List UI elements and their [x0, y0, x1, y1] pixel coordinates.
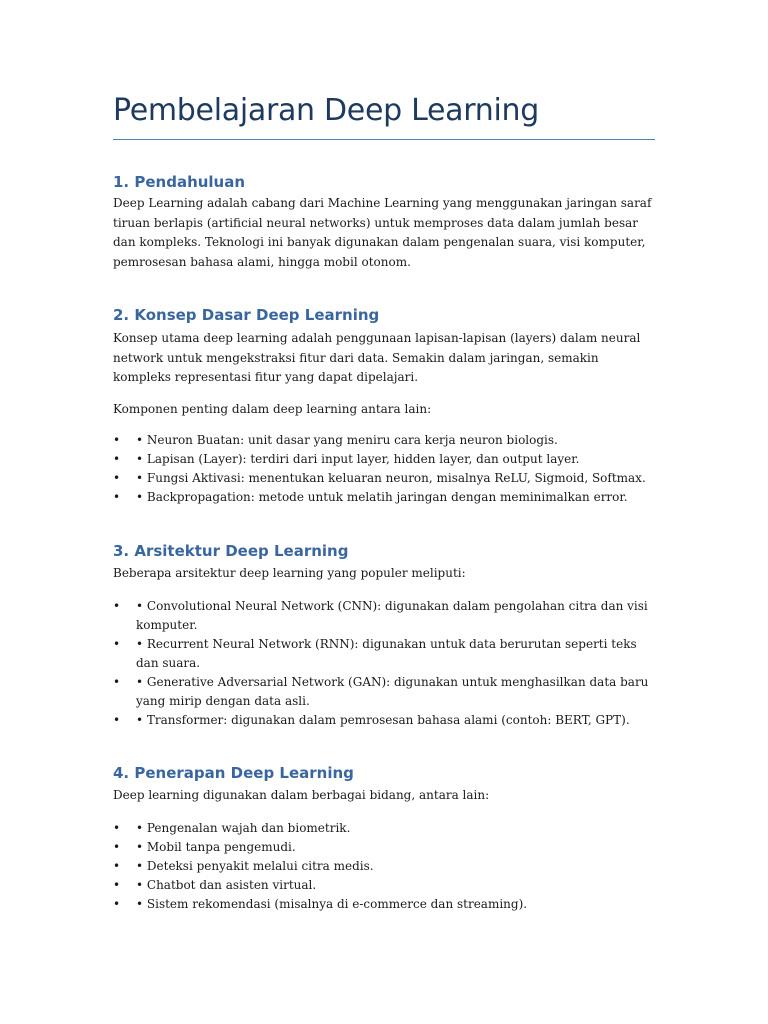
section-paragraph: Deep learning digunakan dalam berbagai bidang, antara lain:	[113, 788, 490, 802]
list-item	[113, 857, 655, 876]
bullet-icon: •	[113, 896, 121, 911]
section-pendahuluan	[113, 172, 655, 272]
list-item-text: • Sistem rekomendasi (misalnya di e-commerce dan streaming).	[136, 896, 528, 911]
list-item-text: • Fungsi Aktivasi: menentukan keluaran neuron, misalnya ReLU, Sigmoid, Softmax.	[136, 471, 646, 485]
bullet-list	[113, 597, 655, 730]
bullet-icon: •	[113, 858, 121, 873]
list-item	[113, 635, 655, 673]
list-item	[113, 469, 655, 488]
section-paragraph: Beberapa arsitektur deep learning yang populer meliputi:	[113, 566, 466, 580]
list-item	[113, 895, 655, 914]
bullet-icon: •	[113, 636, 121, 651]
bullet-icon: •	[113, 820, 121, 835]
list-item-text: • Convolutional Neural Network (CNN): digunakan dalam pengolahan citra dan visi komputer.	[136, 598, 648, 632]
list-item-text: • Backpropagation: metode untuk melatih jaringan dengan meminimalkan error.	[136, 490, 628, 504]
list-item	[113, 876, 655, 895]
section-arsitektur	[113, 541, 655, 730]
list-item	[113, 488, 655, 507]
title-divider	[113, 139, 655, 140]
bullet-icon: •	[113, 490, 121, 504]
bullet-list	[113, 819, 655, 914]
bullet-icon: •	[113, 674, 121, 689]
bullet-icon: •	[113, 839, 121, 854]
list-item-text: • Neuron Buatan: unit dasar yang meniru cara kerja neuron biologis.	[136, 433, 558, 447]
list-item-text: • Pengenalan wajah dan biometrik.	[136, 820, 351, 835]
bullet-icon: •	[113, 452, 121, 466]
section-heading: 2. Konsep Dasar Deep Learning	[113, 306, 380, 324]
list-item	[113, 431, 655, 450]
list-item	[113, 450, 655, 469]
section-paragraph: Konsep utama deep learning adalah penggunaan lapisan-lapisan (layers) dalam neural network untuk mengekstraksi fitur dari data. Semakin dalam jaringan, semakin kompleks representasi fitur yang dapat dipelajari.	[113, 331, 641, 384]
list-item	[113, 711, 655, 730]
bullet-icon: •	[113, 433, 121, 447]
list-item-text: • Transformer: digunakan dalam pemrosesan bahasa alami (contoh: BERT, GPT).	[136, 712, 630, 727]
list-item-text: • Generative Adversarial Network (GAN): digunakan untuk menghasilkan data baru yang mirip dengan data asli.	[136, 674, 649, 708]
bullet-icon: •	[113, 712, 121, 727]
bullet-icon: •	[113, 877, 121, 892]
section-penerapan	[113, 763, 655, 914]
list-item	[113, 819, 655, 838]
bullet-list	[113, 431, 655, 507]
bullet-icon: •	[113, 471, 121, 485]
section-paragraph: Komponen penting dalam deep learning antara lain:	[113, 401, 432, 416]
list-item	[113, 597, 655, 635]
document-title: Pembelajaran Deep Learning	[113, 93, 539, 128]
section-heading: 1. Pendahuluan	[113, 173, 246, 191]
section-paragraph: Deep Learning adalah cabang dari Machine Learning yang menggunakan jaringan saraf tiruan berlapis (artificial neural networks) untuk memproses data dalam jumlah besar dan kompleks. Teknologi ini banyak digunakan dalam pengenalan suara, visi komputer, pemrosesan bahasa alami, hingga mobil otonom.	[113, 196, 652, 269]
list-item-text: • Recurrent Neural Network (RNN): digunakan untuk data berurutan seperti teks dan suara.	[136, 636, 637, 670]
list-item-text: • Mobil tanpa pengemudi.	[136, 839, 296, 854]
section-heading: 4. Penerapan Deep Learning	[113, 764, 354, 782]
list-item-text: • Lapisan (Layer): terdiri dari input layer, hidden layer, dan output layer.	[136, 452, 580, 466]
list-item	[113, 838, 655, 857]
list-item-text: • Chatbot dan asisten virtual.	[136, 877, 317, 892]
list-item-text: • Deteksi penyakit melalui citra medis.	[136, 858, 374, 873]
section-heading: 3. Arsitektur Deep Learning	[113, 542, 349, 560]
section-konsep-dasar	[113, 305, 655, 507]
list-item	[113, 673, 655, 711]
bullet-icon: •	[113, 598, 121, 613]
